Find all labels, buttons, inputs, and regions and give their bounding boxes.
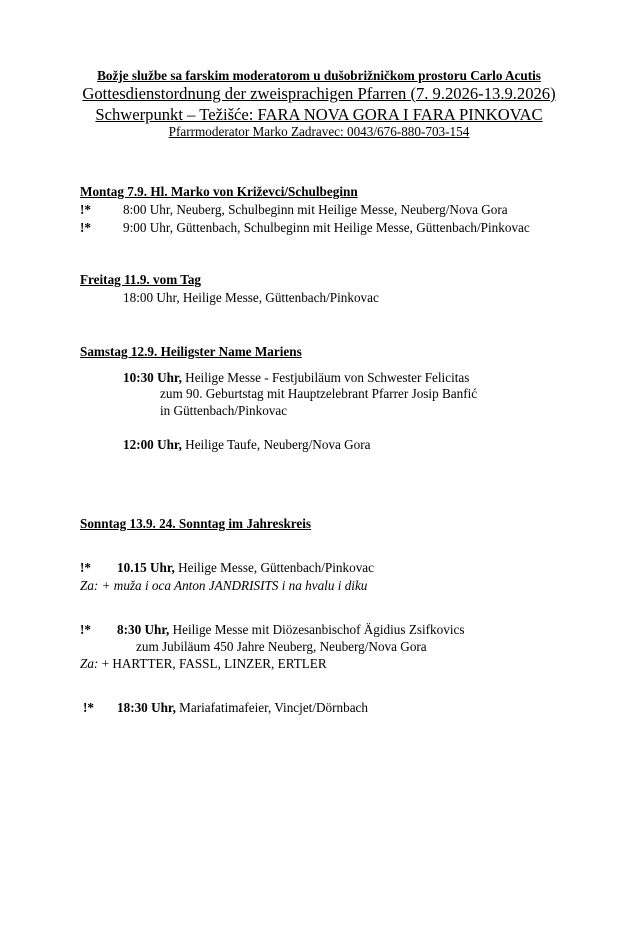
entry-text: Heilige Messe - Festjubiläum von Schwester Felicitas: [181, 370, 470, 385]
entry-text: Mariafatimafeier, Vincjet/Dörnbach: [175, 700, 369, 715]
entry-mark: !*: [83, 700, 94, 715]
entry-mark: !*: [80, 220, 91, 235]
entry-line: [117, 622, 465, 638]
intention-label: Za:: [80, 656, 99, 671]
entry-time: 12:00 Uhr,: [123, 437, 182, 452]
entry-continuation: zum Jubiläum 450 Jahre Neuberg, Neuberg/Nova Gora: [136, 639, 427, 654]
entry-mark: !*: [80, 202, 91, 217]
day-title-friday: Freitag 11.9. vom Tag: [80, 272, 202, 287]
day-title-sunday: Sonntag 13.9. 24. Sonntag im Jahreskreis: [80, 516, 312, 531]
entry-text: Heilige Taufe, Neuberg/Nova Gora: [181, 437, 371, 452]
entry-text: Heilige Messe mit Diözesanbischof Ägidius Zsifkovics: [169, 622, 465, 637]
entry-continuation: zum 90. Geburtstag mit Hauptzelebrant Pfarrer Josip Banfić: [160, 386, 478, 401]
header-title-croatian: Božje službe sa farskim moderatorom u dušobrižničkom prostoru Carlo Acutis: [97, 68, 541, 83]
entry-text: 8:00 Uhr, Neuberg, Schulbeginn mit Heilige Messe, Neuberg/Nova Gora: [123, 202, 508, 217]
entry-intention: [80, 656, 327, 672]
entry-text: 18:00 Uhr, Heilige Messe, Güttenbach/Pinkovac: [123, 290, 379, 305]
entry-time: 8:30 Uhr,: [117, 622, 170, 637]
entry-line: [117, 560, 374, 576]
entry-intention: Za: + muža i oca Anton JANDRISITS i na hvalu i diku: [80, 578, 368, 593]
day-title-saturday: Samstag 12.9. Heiligster Name Mariens: [80, 344, 302, 359]
entry-mark: !*: [80, 560, 91, 575]
entry-time: 10.15 Uhr,: [117, 560, 175, 575]
entry-time: 10:30 Uhr,: [123, 370, 182, 385]
intention-text: + HARTTER, FASSL, LINZER, ERTLER: [98, 656, 327, 671]
entry-text: Heilige Messe, Güttenbach/Pinkovac: [174, 560, 374, 575]
entry-time: 18:30 Uhr,: [117, 700, 176, 715]
header-title-german: Gottesdienstordnung der zweisprachigen Pfarren (7. 9.2026-13.9.2026): [82, 84, 556, 103]
header-contact: Pfarrmoderator Marko Zadravec: 0043/676-880-703-154: [168, 124, 470, 139]
entry-continuation: in Güttenbach/Pinkovac: [160, 403, 288, 418]
entry-line: [123, 370, 469, 386]
entry-mark: !*: [80, 622, 91, 637]
header-focus: Schwerpunkt – Težišće: FARA NOVA GORA I FARA PINKOVAC: [95, 105, 543, 124]
entry-line: [117, 700, 368, 716]
entry-line: [123, 437, 371, 453]
entry-text: 9:00 Uhr, Güttenbach, Schulbeginn mit Heilige Messe, Güttenbach/Pinkovac: [123, 220, 530, 235]
day-title-monday: Montag 7.9. Hl. Marko von Križevci/Schulbeginn: [80, 184, 358, 199]
